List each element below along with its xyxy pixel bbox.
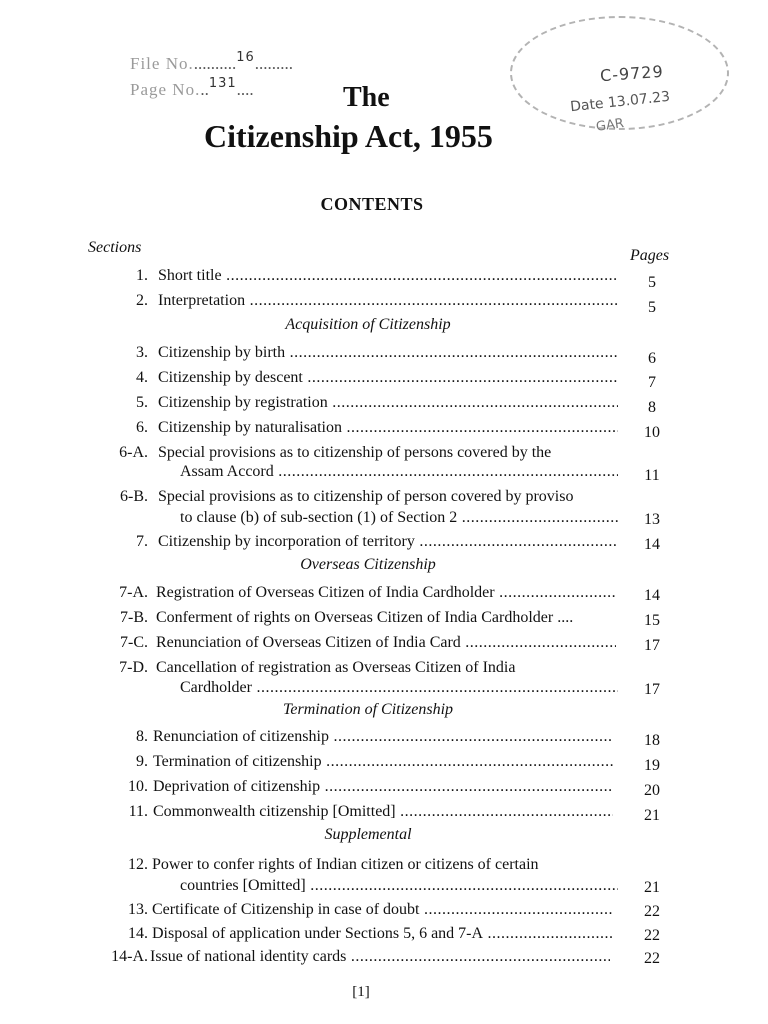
page-number: 19	[644, 757, 660, 774]
page-number: 10	[644, 424, 660, 441]
section-title: Power to confer rights of Indian citizen or citizens of certain	[152, 856, 539, 873]
page-number: 17	[644, 637, 660, 654]
stamp-page-label: Page No.	[130, 80, 201, 99]
page-number: 6	[648, 350, 656, 367]
page-number: 17	[644, 681, 660, 698]
section-title-continued: to clause (b) of sub-section (1) of Section 2 .....	[180, 507, 618, 529]
title-line-2: Citizenship Act, 1955	[204, 118, 493, 154]
section-number: 4.	[136, 369, 148, 386]
page-number: 8	[648, 399, 656, 416]
section-title: Renunciation of citizenship .....	[153, 726, 613, 748]
page-number: 21	[644, 807, 660, 824]
section-title: Renunciation of Overseas Citizen of India Card .....	[156, 632, 616, 654]
group-heading-overseas: Overseas Citizenship	[300, 556, 436, 573]
page-number: 11	[644, 467, 660, 484]
section-number: 7-B.	[120, 609, 148, 626]
section-title: Termination of citizenship .....	[153, 751, 613, 773]
section-title: Short title .....	[158, 265, 618, 287]
section-number: 8.	[136, 728, 148, 745]
section-title: Citizenship by registration .....	[158, 392, 618, 414]
page-number: 22	[644, 950, 660, 967]
section-title: Conferment of rights on Overseas Citizen of India Cardholder ....	[156, 609, 574, 626]
sections-column-header: Sections	[88, 239, 142, 256]
section-number: 2.	[136, 292, 148, 309]
page-number: 14	[644, 587, 660, 604]
pages-column-header: Pages	[630, 247, 670, 264]
section-title: Citizenship by birth .....	[158, 342, 618, 364]
stamp-file-handwritten: 16	[236, 50, 255, 65]
section-number: 14.	[128, 925, 148, 942]
page-number: 22	[644, 903, 660, 920]
page-number: 22	[644, 927, 660, 944]
section-number: 11.	[128, 803, 148, 820]
section-title: Interpretation .....	[158, 290, 618, 312]
page-number: 20	[644, 782, 660, 799]
page-number: 15	[644, 612, 660, 629]
section-number: 6-A.	[119, 444, 148, 461]
file-stamp: File No...........$^{16}$......... Page No...$^{131}$....	[130, 50, 294, 99]
section-number: 6.	[136, 419, 148, 436]
section-title: Special provisions as to citizenship of persons covered by the	[158, 444, 552, 461]
stamp-accession-number: C-9729	[599, 61, 665, 86]
section-number: 5.	[136, 394, 148, 411]
contents-heading: CONTENTS	[320, 194, 424, 214]
section-title: Disposal of application under Sections 5, 6 and 7-A .....	[152, 923, 612, 945]
page-number: 14	[644, 536, 660, 553]
section-title: Issue of national identity cards .....	[150, 946, 610, 968]
section-number: 1.	[136, 267, 148, 284]
section-number: 7-D.	[119, 659, 148, 676]
page-number: 21	[644, 879, 660, 896]
section-title: Deprivation of citizenship .....	[153, 776, 613, 798]
section-number: 6-B.	[120, 488, 148, 505]
page-footer-number: [1]	[352, 984, 370, 1000]
section-number: 9.	[136, 753, 148, 770]
section-number: 10.	[128, 778, 148, 795]
stamp-code: GAR	[595, 116, 625, 135]
page-number: 7	[648, 374, 656, 391]
title-line-1: The	[343, 82, 390, 113]
section-title-continued: countries [Omitted] .....	[180, 875, 618, 897]
group-heading-termination: Termination of Citizenship	[282, 701, 454, 718]
section-number: 3.	[136, 344, 148, 361]
section-title: Citizenship by naturalisation .....	[158, 417, 618, 439]
page-number: 5	[648, 299, 656, 316]
section-number: 13.	[128, 901, 148, 918]
page-number: 18	[644, 732, 660, 749]
stamp-date: Date 13.07.23	[569, 88, 671, 116]
section-title: Cancellation of registration as Overseas Citizen of India	[156, 659, 516, 676]
section-number: 14-A.	[111, 948, 148, 965]
section-number: 7.	[136, 533, 148, 550]
library-stamp	[500, 6, 730, 156]
stamp-file-label: File No.	[130, 54, 194, 73]
section-title-continued: Cardholder .....	[180, 677, 618, 699]
section-number: 7-C.	[120, 634, 148, 651]
section-title: Registration of Overseas Citizen of India Cardholder .....	[156, 582, 616, 604]
section-title: Special provisions as to citizenship of person covered by proviso	[158, 488, 574, 505]
page-number: 13	[644, 511, 660, 528]
page-number: 5	[648, 274, 656, 291]
section-title: Citizenship by descent .....	[158, 367, 618, 389]
section-title: Citizenship by incorporation of territory .....	[158, 531, 618, 553]
section-number: 7-A.	[119, 584, 148, 601]
group-heading-supplemental: Supplemental	[324, 826, 412, 843]
section-title: Certificate of Citizenship in case of doubt .....	[152, 899, 612, 921]
group-heading-acquisition: Acquisition of Citizenship	[285, 316, 451, 333]
section-title: Commonwealth citizenship [Omitted] .....	[153, 801, 613, 823]
section-number: 12.	[128, 856, 148, 873]
section-title-continued: Assam Accord .....	[180, 461, 618, 483]
stamp-page-handwritten: 131	[208, 76, 237, 91]
